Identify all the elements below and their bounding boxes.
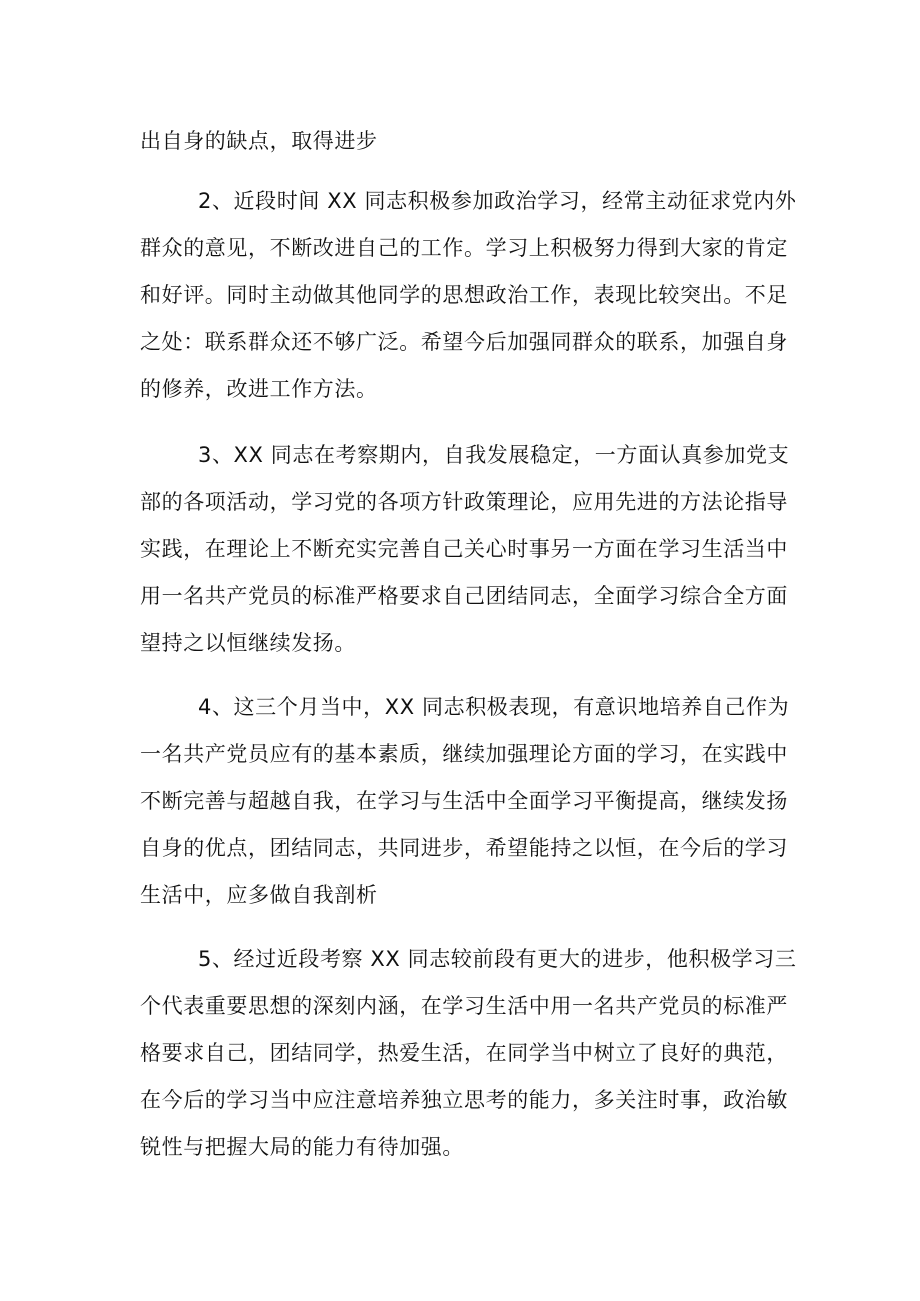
paragraph-3-line-1: 3、XX 同志在考察期内，自我发展稳定，一方面认真参加党支 <box>198 443 790 467</box>
paragraph-5-line-3: 格要求自己，团结同学，热爱生活，在同学当中树立了良好的典范， <box>140 1041 788 1065</box>
paragraph-4-line-1: 4、这三个月当中，XX 同志积极表现，有意识地培养自己作为 <box>198 695 790 719</box>
paragraph-5-line-1: 5、经过近段考察 XX 同志较前段有更大的进步，他积极学习三 <box>198 947 797 971</box>
paragraph-2-line-4: 之处：联系群众还不够广泛。希望今后加强同群众的联系，加强自身 <box>140 330 788 354</box>
paragraph-2-line-2: 群众的意见，不断改进自己的工作。学习上积极努力得到大家的肯定 <box>140 236 788 260</box>
paragraph-5-line-5: 锐性与把握大局的能力有待加强。 <box>140 1135 464 1159</box>
paragraph-5-line-2: 个代表重要思想的深刻内涵，在学习生活中用一名共产党员的标准严 <box>140 994 788 1018</box>
paragraph-3-line-4: 用一名共产党员的标准严格要求自己团结同志，全面学习综合全方面 <box>140 584 788 608</box>
paragraph-4-line-2: 一名共产党员应有的基本素质，继续加强理论方面的学习，在实践中 <box>140 742 788 766</box>
paragraph-3-line-5: 望持之以恒继续发扬。 <box>140 631 356 655</box>
paragraph-2-line-1: 2、近段时间 XX 同志积极参加政治学习，经常主动征求党内外 <box>198 189 797 213</box>
paragraph-5-line-4: 在今后的学习当中应注意培养独立思考的能力，多关注时事，政治敏 <box>140 1088 788 1112</box>
paragraph-3-line-3: 实践，在理论上不断充实完善自己关心时事另一方面在学习生活当中 <box>140 537 788 561</box>
paragraph-4-line-3: 不断完善与超越自我，在学习与生活中全面学习平衡提高，继续发扬 <box>140 789 788 813</box>
paragraph-4-line-5: 生活中，应多做自我剖析 <box>140 883 378 907</box>
paragraph-3-line-2: 部的各项活动，学习党的各项方针政策理论，应用先进的方法论指导 <box>140 490 788 514</box>
paragraph-2-line-3: 和好评。同时主动做其他同学的思想政治工作，表现比较突出。不足 <box>140 283 788 307</box>
paragraph-4-line-4: 自身的优点，团结同志，共同进步，希望能持之以恒，在今后的学习 <box>140 836 788 860</box>
paragraph-1-line-1: 出自身的缺点，取得进步 <box>140 129 378 153</box>
paragraph-2-line-5: 的修养，改进工作方法。 <box>140 377 378 401</box>
